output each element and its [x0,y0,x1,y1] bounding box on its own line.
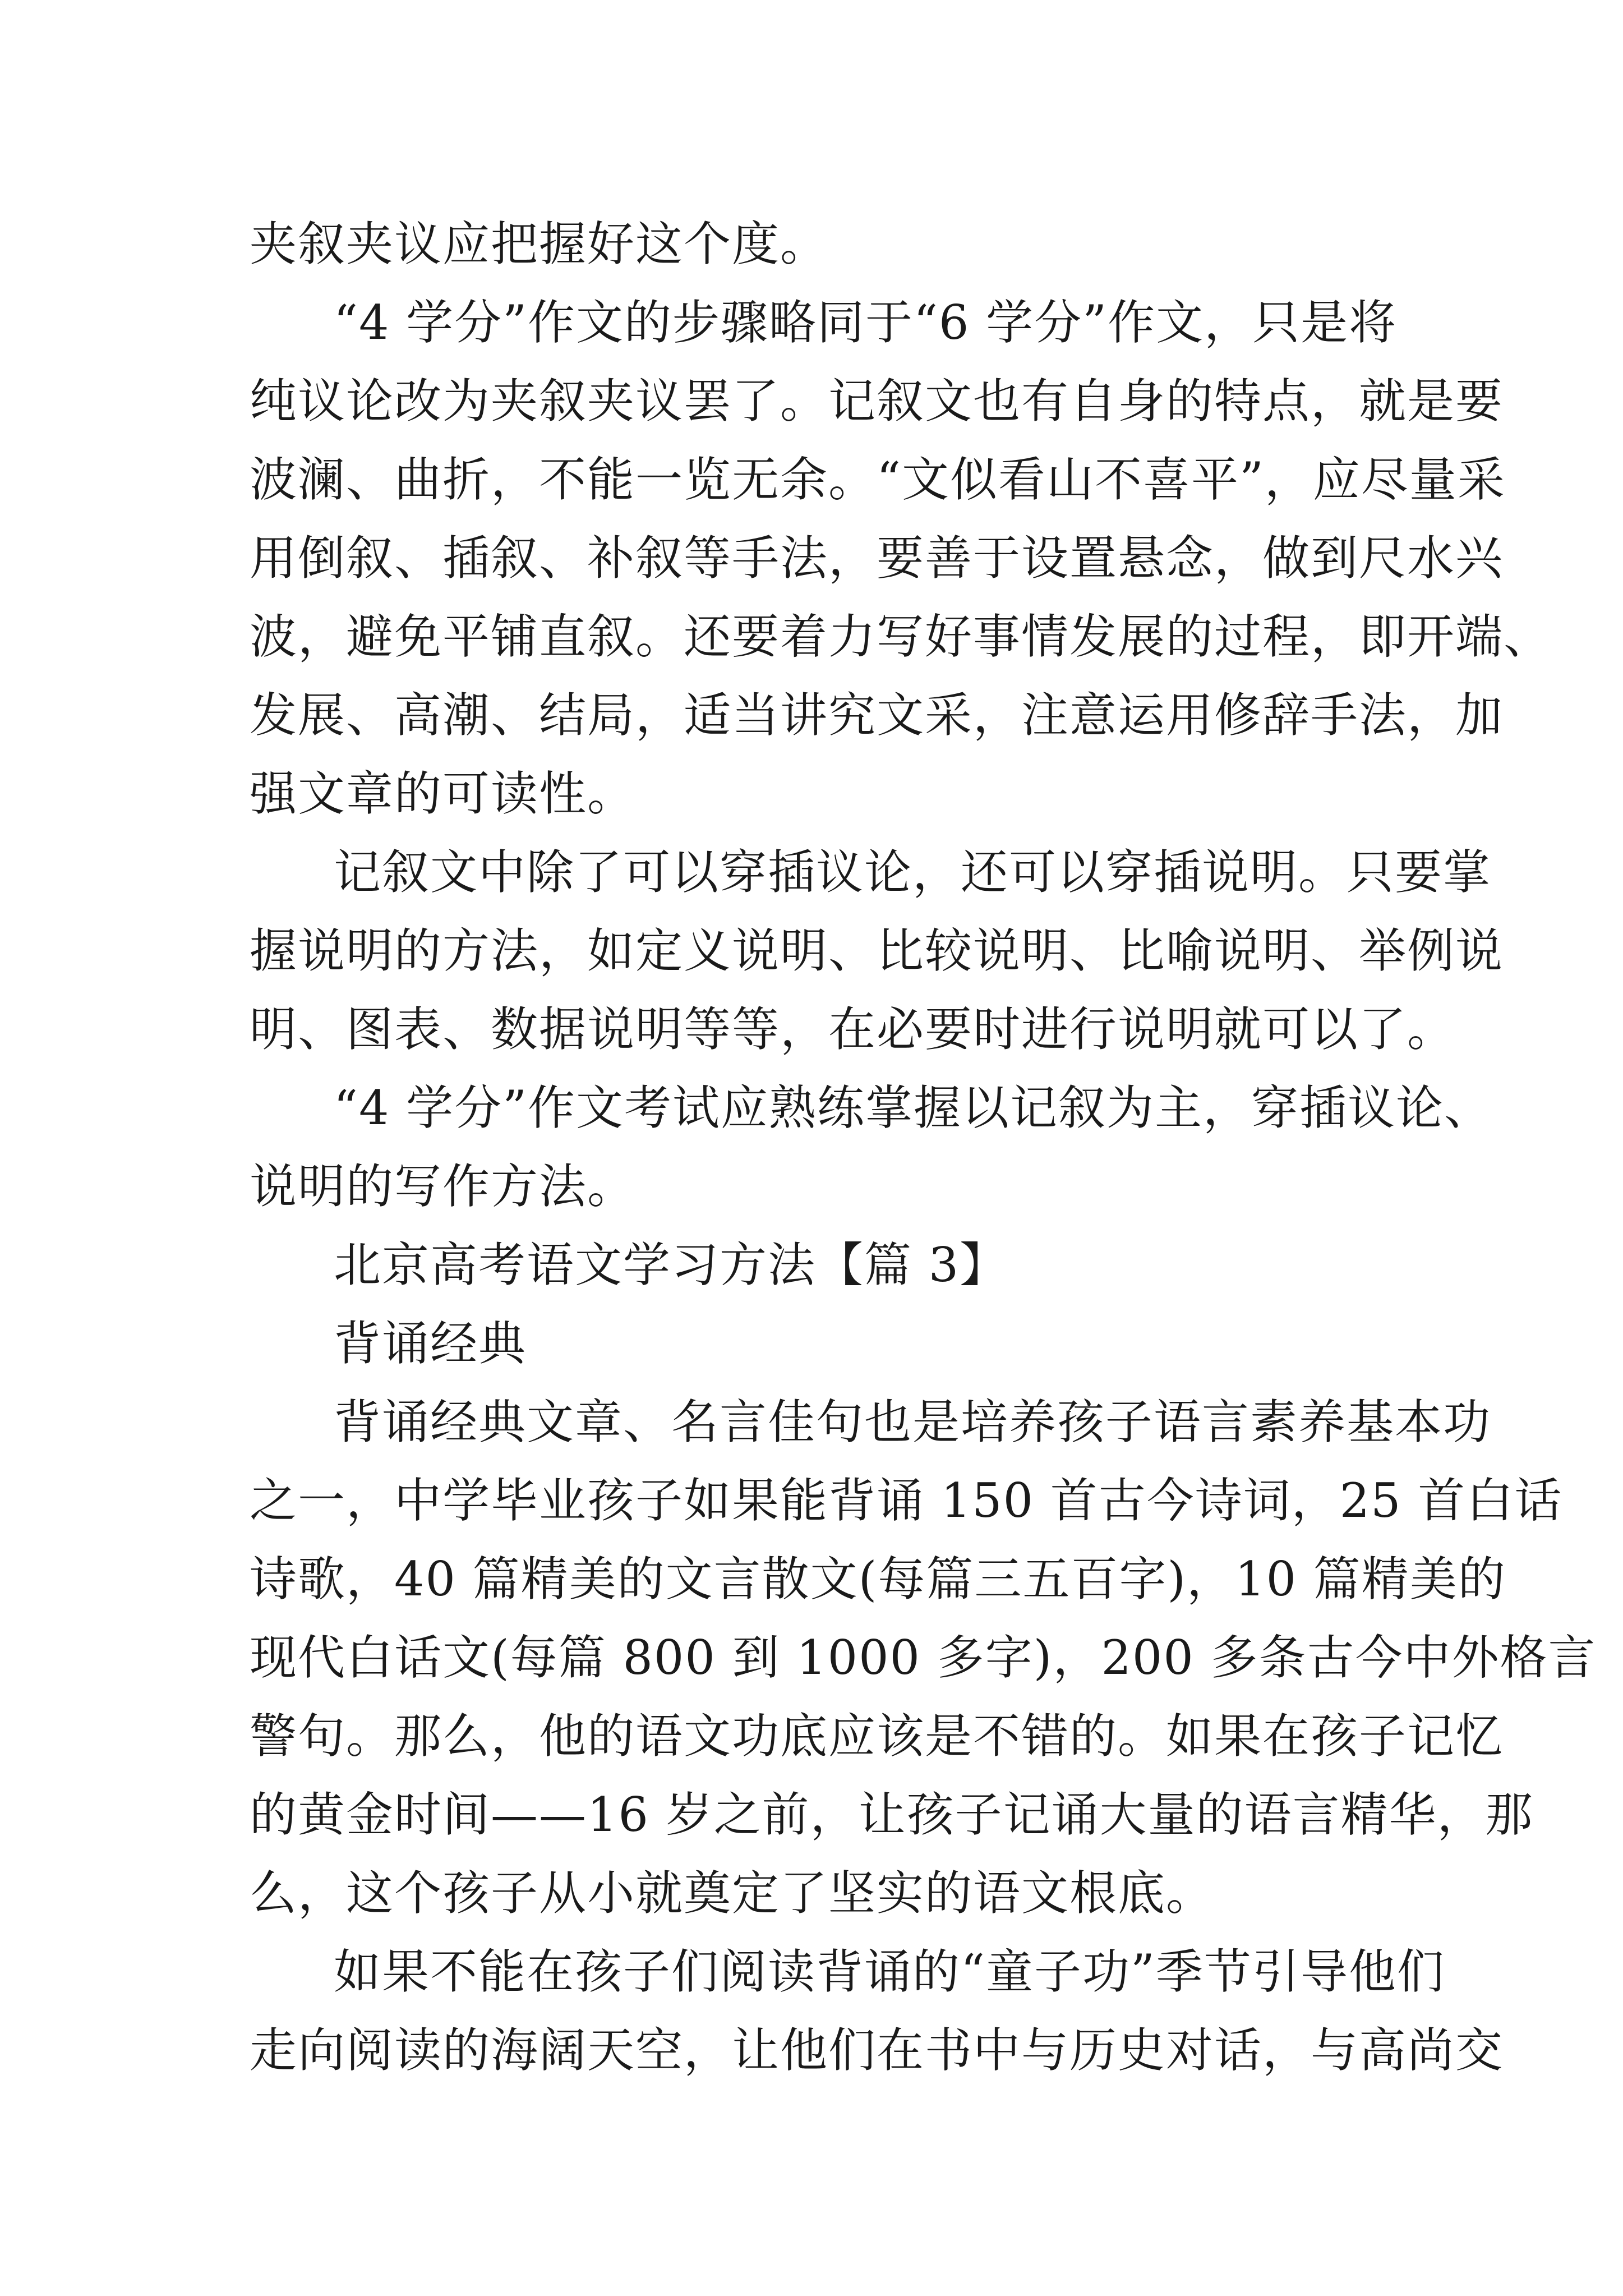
text-line: “4 学分”作文考试应熟练掌握以记叙为主，穿插议论、 [334,1080,1493,1135]
text-line: 走向阅读的海阔天空，让他们在书中与历史对话，与高尚交 [250,2023,1504,2078]
text-line: 的黄金时间——16 岁之前，让孩子记诵大量的语言精华，那 [250,1787,1534,1842]
text-line: 用倒叙、插叙、补叙等手法，要善于设置悬念，做到尺水兴 [250,531,1504,586]
text-line: 夹叙夹议应把握好这个度。 [250,217,829,272]
subheading: 背诵经典 [334,1316,527,1371]
text-line: 现代白话文(每篇 800 到 1000 多字)，200 多条古今中外格言 [250,1630,1597,1685]
text-line: 如果不能在孩子们阅读背诵的“童子功”季节引导他们 [334,1944,1445,1999]
text-line: 明、图表、数据说明等等，在必要时进行说明就可以了。 [250,1002,1456,1057]
text-line: 波澜、曲折，不能一览无余。“文似看山不喜平”，应尽量采 [250,452,1506,507]
text-line: 握说明的方法，如定义说明、比较说明、比喻说明、举例说 [250,923,1504,978]
text-line: 强文章的可读性。 [250,766,636,821]
text-line: 之一，中学毕业孩子如果能背诵 150 首古今诗词，25 首白话 [250,1473,1563,1528]
text-line: 记叙文中除了可以穿插议论，还可以穿插说明。只要掌 [334,845,1492,900]
text-line: 说明的写作方法。 [250,1159,636,1214]
section-heading: 北京高考语文学习方法【篇 3】 [334,1237,1008,1292]
text-line: 背诵经典文章、名言佳句也是培养孩子语言素养基本功 [334,1395,1492,1450]
text-line: 纯议论改为夹叙夹议罢了。记叙文也有自身的特点，就是要 [250,374,1504,429]
text-line: 警句。那么，他的语文功底应该是不错的。如果在孩子记忆 [250,1709,1504,1764]
text-line: “4 学分”作文的步骤略同于“6 学分”作文，只是将 [334,295,1398,350]
text-line: 波，避免平铺直叙。还要着力写好事情发展的过程，即开端、 [250,609,1552,664]
text-line: 么，这个孩子从小就奠定了坚实的语文根底。 [250,1866,1215,1921]
text-line: 发展、高潮、结局，适当讲究文采，注意运用修辞手法，加 [250,688,1504,743]
text-line: 诗歌，40 篇精美的文言散文(每篇三五百字)，10 篇精美的 [250,1552,1506,1607]
